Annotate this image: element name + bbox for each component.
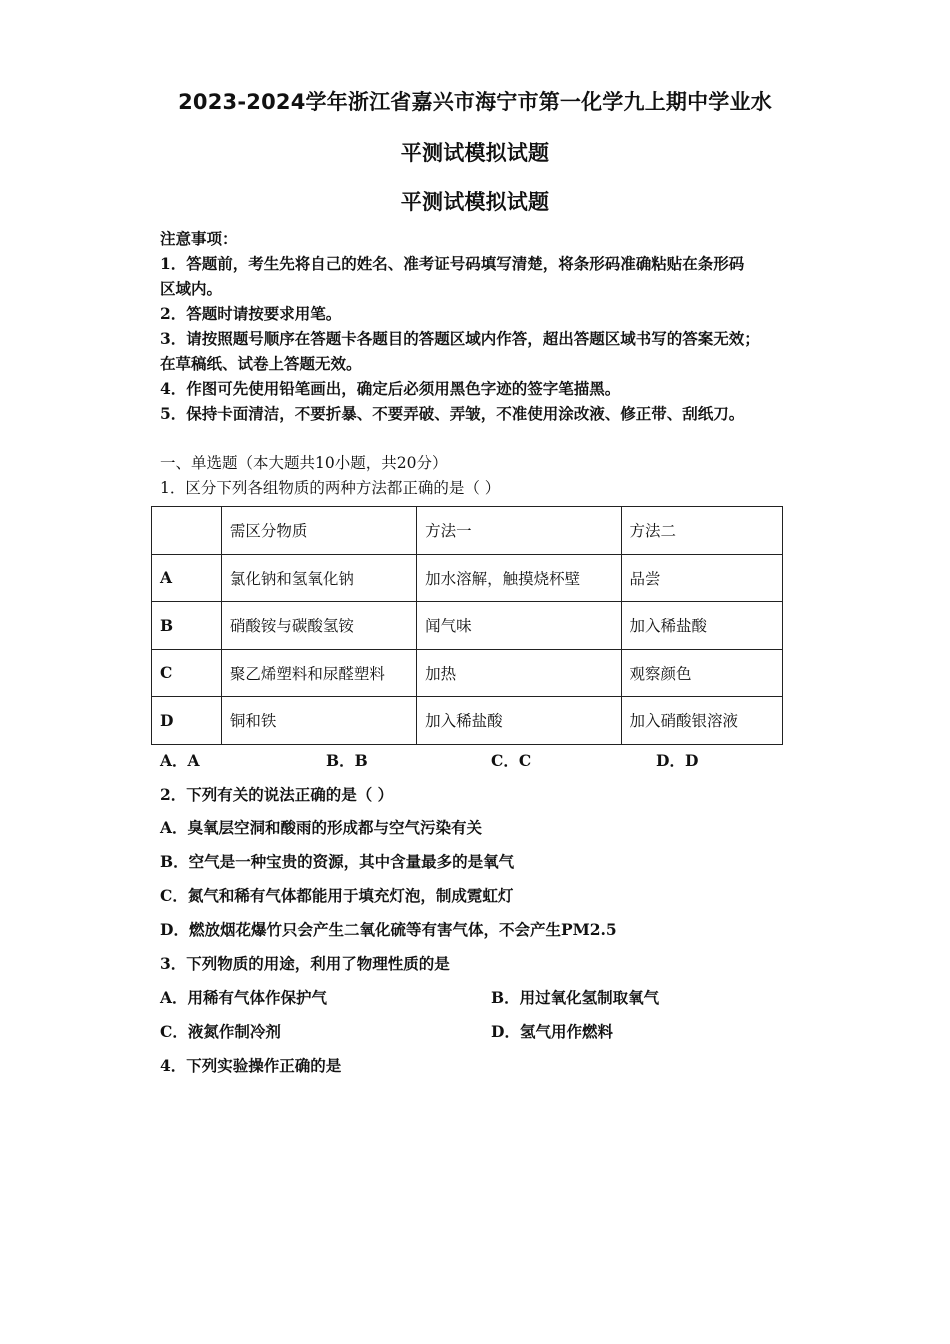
table-cell: B: [152, 602, 222, 650]
table-row: [152, 697, 783, 745]
table-cell: 加热: [417, 649, 621, 697]
table-cell: 观察颜色: [621, 649, 783, 697]
table-row: [152, 649, 783, 697]
notice-item: 2．答题时请按要求用笔。: [160, 304, 342, 323]
question-4-stem: 4．下列实验操作正确的是: [160, 1056, 342, 1075]
question-3-option-d: D．氢气用作燃料: [491, 1022, 613, 1041]
table-cell: 加入硝酸银溶液: [621, 697, 783, 745]
table-cell: 加入稀盐酸: [417, 697, 621, 745]
table-cell: 品尝: [621, 554, 783, 602]
notice-item: 4．作图可先使用铅笔画出，确定后必须用黑色字迹的签字笔描黑。: [160, 379, 621, 398]
notice-item: 在草稿纸、试卷上答题无效。: [160, 354, 362, 373]
table-cell: 方法二: [621, 507, 783, 555]
question-2-option-b: B．空气是一种宝贵的资源，其中含量最多的是氧气: [160, 852, 515, 871]
question-2-option-a: A．臭氧层空洞和酸雨的形成都与空气污染有关: [160, 818, 483, 837]
notice-item: 3．请按照题号顺序在答题卡各题目的答题区域内作答，超出答题区域书写的答案无效；: [160, 329, 760, 348]
table-cell: 加水溶解，触摸烧杯壁: [417, 554, 621, 602]
question-1-option-c: C．C: [491, 751, 532, 770]
page-title-line-1: 2023-2024学年浙江省嘉兴市海宁市第一化学九上期中学业水: [178, 90, 772, 114]
table-cell: 氯化钠和氢氧化钠: [221, 554, 416, 602]
question-3-option-c: C．液氮作制冷剂: [160, 1022, 281, 1041]
table-cell: 硝酸铵与碳酸氢铵: [221, 602, 416, 650]
table-cell: 铜和铁: [221, 697, 416, 745]
table-cell: C: [152, 649, 222, 697]
table-cell: 需区分物质: [221, 507, 416, 555]
question-3-option-b: B．用过氧化氢制取氧气: [491, 988, 660, 1007]
question-2-option-c: C．氮气和稀有气体都能用于填充灯泡，制成霓虹灯: [160, 886, 514, 905]
table-row: [152, 602, 783, 650]
table-cell: 方法一: [417, 507, 621, 555]
table-row: [152, 554, 783, 602]
notice-item: 1．答题前，考生先将自己的姓名、准考证号码填写清楚，将条形码准确粘贴在条形码: [160, 254, 745, 273]
table-header-row: [152, 507, 783, 555]
section-heading: 一、单选题（本大题共10小题，共20分）: [160, 454, 448, 472]
question-2-option-d: D．燃放烟花爆竹只会产生二氧化硫等有害气体，不会产生PM2.5: [160, 920, 617, 939]
question-2-stem: 2．下列有关的说法正确的是（ ）: [160, 785, 394, 804]
question-1-option-b: B．B: [326, 751, 368, 770]
page-title-line-3: 平测试模拟试题: [400, 190, 550, 214]
table-cell: A: [152, 554, 222, 602]
table-cell: 加入稀盐酸: [621, 602, 783, 650]
notice-item: 5．保持卡面清洁，不要折暴、不要弄破、弄皱，不准使用涂改液、修正带、刮纸刀。: [160, 404, 745, 423]
question-3-option-a: A．用稀有气体作保护气: [160, 988, 328, 1007]
table-cell: 聚乙烯塑料和尿醛塑料: [221, 649, 416, 697]
question-3-stem: 3．下列物质的用途，利用了物理性质的是: [160, 954, 450, 973]
question-1-option-d: D．D: [656, 751, 699, 770]
question-1-stem: 1．区分下列各组物质的两种方法都正确的是（ ）: [160, 479, 501, 497]
table-cell: 闻气味: [417, 602, 621, 650]
notice-item: 区域内。: [160, 279, 223, 298]
question-1-option-a: A．A: [160, 751, 200, 770]
table-cell: [152, 507, 222, 555]
notice-heading: 注意事项：: [160, 229, 238, 248]
page-title-line-2: 平测试模拟试题: [400, 141, 550, 165]
question-1-table: [151, 506, 783, 745]
table-cell: D: [152, 697, 222, 745]
